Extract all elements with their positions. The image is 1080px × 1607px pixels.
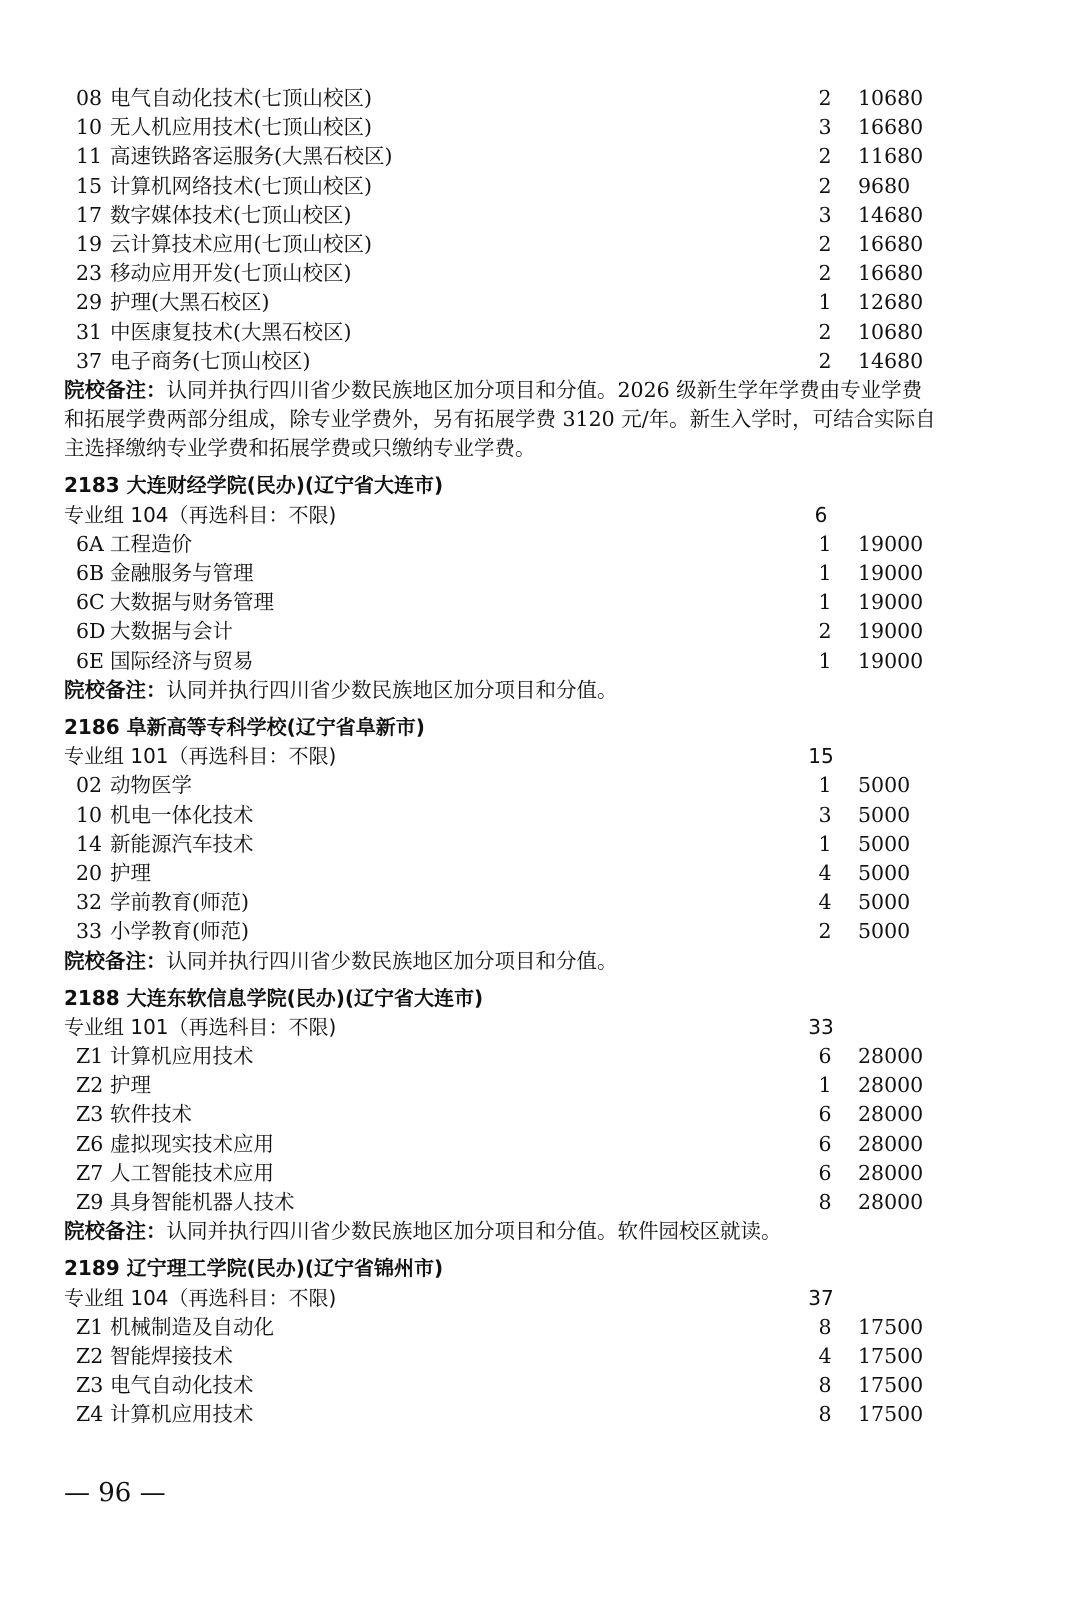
group-count: 6 bbox=[814, 502, 828, 527]
note-label: 院校备注： bbox=[64, 377, 167, 402]
note-label: 院校备注： bbox=[64, 677, 167, 702]
tuition-fee: 11680 bbox=[858, 144, 924, 169]
enroll-count: 8 bbox=[818, 1314, 832, 1339]
major-row bbox=[64, 1159, 1024, 1188]
note-text: 和拓展学费两部分组成，除专业学费外，另有拓展学费 3120 元/年。新生入学时，可结合实际自 bbox=[64, 407, 936, 432]
major-row bbox=[64, 259, 1024, 288]
enroll-count: 2 bbox=[818, 173, 832, 198]
enroll-count: 6 bbox=[818, 1102, 832, 1127]
school-note bbox=[64, 376, 1024, 464]
major-code: 37 bbox=[76, 348, 103, 373]
major-code: 11 bbox=[76, 144, 103, 169]
major-row bbox=[64, 1400, 1024, 1429]
tuition-fee: 5000 bbox=[858, 831, 911, 856]
tuition-fee: 5000 bbox=[858, 919, 911, 944]
tuition-fee: 17500 bbox=[858, 1373, 924, 1398]
major-code: 20 bbox=[76, 860, 103, 885]
major-name: 人工智能技术应用 bbox=[110, 1160, 274, 1185]
enroll-count: 6 bbox=[818, 1131, 832, 1156]
note-text: 认同并执行四川省少数民族地区加分项目和分值。 bbox=[166, 948, 618, 973]
major-code: 31 bbox=[76, 319, 103, 344]
major-row bbox=[64, 1130, 1024, 1159]
major-name: 智能焊接技术 bbox=[110, 1343, 233, 1368]
enroll-count: 2 bbox=[818, 231, 832, 256]
major-name: 计算机应用技术 bbox=[110, 1402, 254, 1427]
major-name: 无人机应用技术(七顶山校区) bbox=[110, 115, 372, 140]
tuition-fee: 28000 bbox=[858, 1044, 924, 1069]
major-row bbox=[64, 113, 1024, 142]
major-code: 29 bbox=[76, 290, 103, 315]
major-code: 33 bbox=[76, 919, 103, 944]
major-row bbox=[64, 201, 1024, 230]
major-name: 软件技术 bbox=[110, 1102, 192, 1127]
major-name: 机电一体化技术 bbox=[110, 802, 254, 827]
major-code: 10 bbox=[76, 802, 103, 827]
major-name: 大数据与财务管理 bbox=[110, 590, 274, 615]
school-title: 2188 大连东软信息学院(民办)(辽宁省大连市) bbox=[64, 985, 484, 1010]
major-name: 护理 bbox=[110, 860, 151, 885]
major-name: 电气自动化技术 bbox=[110, 1373, 254, 1398]
major-code: Z3 bbox=[76, 1102, 104, 1127]
tuition-fee: 19000 bbox=[858, 590, 924, 615]
major-group bbox=[64, 742, 1024, 771]
enroll-count: 1 bbox=[818, 561, 832, 586]
major-code: 6B bbox=[76, 561, 105, 586]
major-code: 6A bbox=[76, 531, 104, 556]
school-title: 2186 阜新高等专科学校(辽宁省阜新市) bbox=[64, 715, 425, 739]
tuition-fee: 5000 bbox=[858, 860, 911, 885]
enroll-count: 6 bbox=[818, 1160, 832, 1185]
major-row bbox=[64, 771, 1024, 800]
major-name: 高速铁路客运服务(大黑石校区) bbox=[110, 144, 393, 169]
major-group bbox=[64, 501, 1024, 530]
tuition-fee: 17500 bbox=[858, 1343, 924, 1368]
school-note bbox=[64, 1217, 1024, 1246]
major-code: 23 bbox=[76, 261, 103, 286]
tuition-fee: 19000 bbox=[858, 531, 924, 556]
major-name: 工程造价 bbox=[110, 531, 192, 556]
enroll-count: 2 bbox=[818, 919, 832, 944]
major-row bbox=[64, 1071, 1024, 1100]
major-row bbox=[64, 1313, 1024, 1342]
tuition-fee: 19000 bbox=[858, 561, 924, 586]
major-name: 机械制造及自动化 bbox=[110, 1314, 274, 1339]
enroll-count: 3 bbox=[818, 802, 832, 827]
major-row bbox=[64, 84, 1024, 113]
enroll-count: 3 bbox=[818, 202, 832, 227]
group-label: 专业组 104（再选科目：不限) bbox=[64, 502, 337, 527]
group-label: 专业组 101（再选科目：不限) bbox=[64, 744, 337, 769]
major-row bbox=[64, 588, 1024, 617]
major-name: 中医康复技术(大黑石校区) bbox=[110, 319, 352, 344]
major-row bbox=[64, 347, 1024, 376]
note-text: 认同并执行四川省少数民族地区加分项目和分值。软件园校区就读。 bbox=[166, 1219, 782, 1244]
major-row bbox=[64, 801, 1024, 830]
tuition-fee: 14680 bbox=[858, 348, 924, 373]
major-group bbox=[64, 1284, 1024, 1313]
major-name: 移动应用开发(七顶山校区) bbox=[110, 261, 352, 286]
enroll-count: 1 bbox=[818, 590, 832, 615]
major-row bbox=[64, 1100, 1024, 1129]
group-count: 15 bbox=[808, 744, 834, 769]
enroll-count: 1 bbox=[818, 290, 832, 315]
note-text: 认同并执行四川省少数民族地区加分项目和分值。2026 级新生学年学费由专业学费 bbox=[166, 377, 923, 402]
tuition-fee: 17500 bbox=[858, 1402, 924, 1427]
enroll-count: 1 bbox=[818, 773, 832, 798]
major-code: 19 bbox=[76, 231, 103, 256]
major-row bbox=[64, 859, 1024, 888]
enroll-count: 6 bbox=[818, 1044, 832, 1069]
major-row bbox=[64, 617, 1024, 646]
major-code: 17 bbox=[76, 202, 103, 227]
major-row bbox=[64, 288, 1024, 317]
major-row bbox=[64, 917, 1024, 946]
note-text: 认同并执行四川省少数民族地区加分项目和分值。 bbox=[166, 677, 618, 702]
major-name: 云计算技术应用(七顶山校区) bbox=[110, 231, 372, 256]
major-row bbox=[64, 530, 1024, 559]
school-title: 2183 大连财经学院(民办)(辽宁省大连市) bbox=[64, 473, 444, 498]
major-code: Z4 bbox=[76, 1402, 104, 1427]
enroll-count: 4 bbox=[818, 860, 832, 885]
enroll-count: 4 bbox=[818, 1343, 832, 1368]
major-name: 计算机应用技术 bbox=[110, 1044, 254, 1069]
enroll-count: 1 bbox=[818, 648, 832, 673]
major-row bbox=[64, 318, 1024, 347]
school-title: 2189 辽宁理工学院(民办)(辽宁省锦州市) bbox=[64, 1256, 444, 1281]
major-row bbox=[64, 142, 1024, 171]
major-name: 具身智能机器人技术 bbox=[110, 1190, 295, 1215]
major-name: 虚拟现实技术应用 bbox=[110, 1131, 274, 1156]
enroll-count: 1 bbox=[818, 1073, 832, 1098]
major-name: 大数据与会计 bbox=[110, 619, 233, 644]
enroll-count: 1 bbox=[818, 531, 832, 556]
tuition-fee: 5000 bbox=[858, 802, 911, 827]
school-note bbox=[64, 947, 1024, 976]
major-code: Z1 bbox=[76, 1314, 104, 1339]
page-number: — 96 — bbox=[64, 1478, 166, 1508]
tuition-fee: 16680 bbox=[858, 231, 924, 256]
major-code: 14 bbox=[76, 831, 103, 856]
major-name: 护理(大黑石校区) bbox=[110, 290, 270, 315]
major-code: 32 bbox=[76, 890, 103, 915]
page-content bbox=[64, 84, 1024, 1430]
major-name: 数字媒体技术(七顶山校区) bbox=[110, 202, 352, 227]
tuition-fee: 12680 bbox=[858, 290, 924, 315]
tuition-fee: 5000 bbox=[858, 890, 911, 915]
note-label: 院校备注： bbox=[64, 948, 167, 973]
major-code: Z2 bbox=[76, 1073, 104, 1098]
major-group bbox=[64, 1013, 1024, 1042]
tuition-fee: 19000 bbox=[858, 619, 924, 644]
major-name: 新能源汽车技术 bbox=[110, 831, 254, 856]
major-code: Z9 bbox=[76, 1190, 104, 1215]
group-label: 专业组 104（再选科目：不限) bbox=[64, 1285, 337, 1310]
major-code: 15 bbox=[76, 173, 103, 198]
major-code: 6E bbox=[76, 648, 105, 673]
enroll-count: 8 bbox=[818, 1373, 832, 1398]
note-text: 主选择缴纳专业学费和拓展学费或只缴纳专业学费。 bbox=[64, 436, 536, 461]
tuition-fee: 10680 bbox=[858, 319, 924, 344]
tuition-fee: 28000 bbox=[858, 1073, 924, 1098]
enroll-count: 8 bbox=[818, 1190, 832, 1215]
tuition-fee: 16680 bbox=[858, 261, 924, 286]
group-count: 33 bbox=[808, 1014, 834, 1039]
group-count: 37 bbox=[808, 1285, 834, 1310]
major-row bbox=[64, 1342, 1024, 1371]
enroll-count: 2 bbox=[818, 619, 832, 644]
major-name: 动物医学 bbox=[110, 773, 192, 798]
major-code: Z1 bbox=[76, 1044, 104, 1069]
major-code: 10 bbox=[76, 115, 103, 140]
enroll-count: 8 bbox=[818, 1402, 832, 1427]
enroll-count: 2 bbox=[818, 144, 832, 169]
major-code: 02 bbox=[76, 773, 103, 798]
major-name: 护理 bbox=[110, 1073, 151, 1098]
major-code: 6D bbox=[76, 619, 106, 644]
major-row bbox=[64, 1188, 1024, 1217]
major-code: 6C bbox=[76, 590, 105, 615]
group-label: 专业组 101（再选科目：不限) bbox=[64, 1014, 337, 1039]
major-code: Z6 bbox=[76, 1131, 104, 1156]
note-label: 院校备注： bbox=[64, 1219, 167, 1244]
major-row bbox=[64, 888, 1024, 917]
major-name: 小学教育(师范) bbox=[110, 919, 249, 944]
tuition-fee: 14680 bbox=[858, 202, 924, 227]
enroll-count: 3 bbox=[818, 115, 832, 140]
major-code: Z2 bbox=[76, 1343, 104, 1368]
enroll-count: 2 bbox=[818, 319, 832, 344]
major-code: 08 bbox=[76, 86, 103, 110]
tuition-fee: 9680 bbox=[858, 173, 911, 198]
major-name: 国际经济与贸易 bbox=[110, 648, 254, 673]
major-name: 计算机网络技术(七顶山校区) bbox=[110, 173, 372, 198]
enroll-count: 2 bbox=[818, 348, 832, 373]
major-row bbox=[64, 1042, 1024, 1071]
major-name: 金融服务与管理 bbox=[110, 561, 254, 586]
major-code: Z7 bbox=[76, 1160, 104, 1185]
enroll-count: 2 bbox=[818, 86, 832, 110]
school-note bbox=[64, 676, 1024, 705]
enroll-count: 2 bbox=[818, 261, 832, 286]
tuition-fee: 28000 bbox=[858, 1190, 924, 1215]
tuition-fee: 10680 bbox=[858, 86, 924, 110]
major-row bbox=[64, 830, 1024, 859]
tuition-fee: 28000 bbox=[858, 1131, 924, 1156]
tuition-fee: 28000 bbox=[858, 1102, 924, 1127]
tuition-fee: 17500 bbox=[858, 1314, 924, 1339]
enroll-count: 1 bbox=[818, 831, 832, 856]
major-code: Z3 bbox=[76, 1373, 104, 1398]
tuition-fee: 19000 bbox=[858, 648, 924, 673]
major-row bbox=[64, 647, 1024, 676]
major-row bbox=[64, 172, 1024, 201]
major-row bbox=[64, 559, 1024, 588]
tuition-fee: 16680 bbox=[858, 115, 924, 140]
major-name: 学前教育(师范) bbox=[110, 890, 249, 915]
major-name: 电子商务(七顶山校区) bbox=[110, 348, 311, 373]
enroll-count: 4 bbox=[818, 890, 832, 915]
tuition-fee: 5000 bbox=[858, 773, 911, 798]
major-row bbox=[64, 230, 1024, 259]
major-row bbox=[64, 1371, 1024, 1400]
tuition-fee: 28000 bbox=[858, 1160, 924, 1185]
major-name: 电气自动化技术(七顶山校区) bbox=[110, 86, 372, 110]
